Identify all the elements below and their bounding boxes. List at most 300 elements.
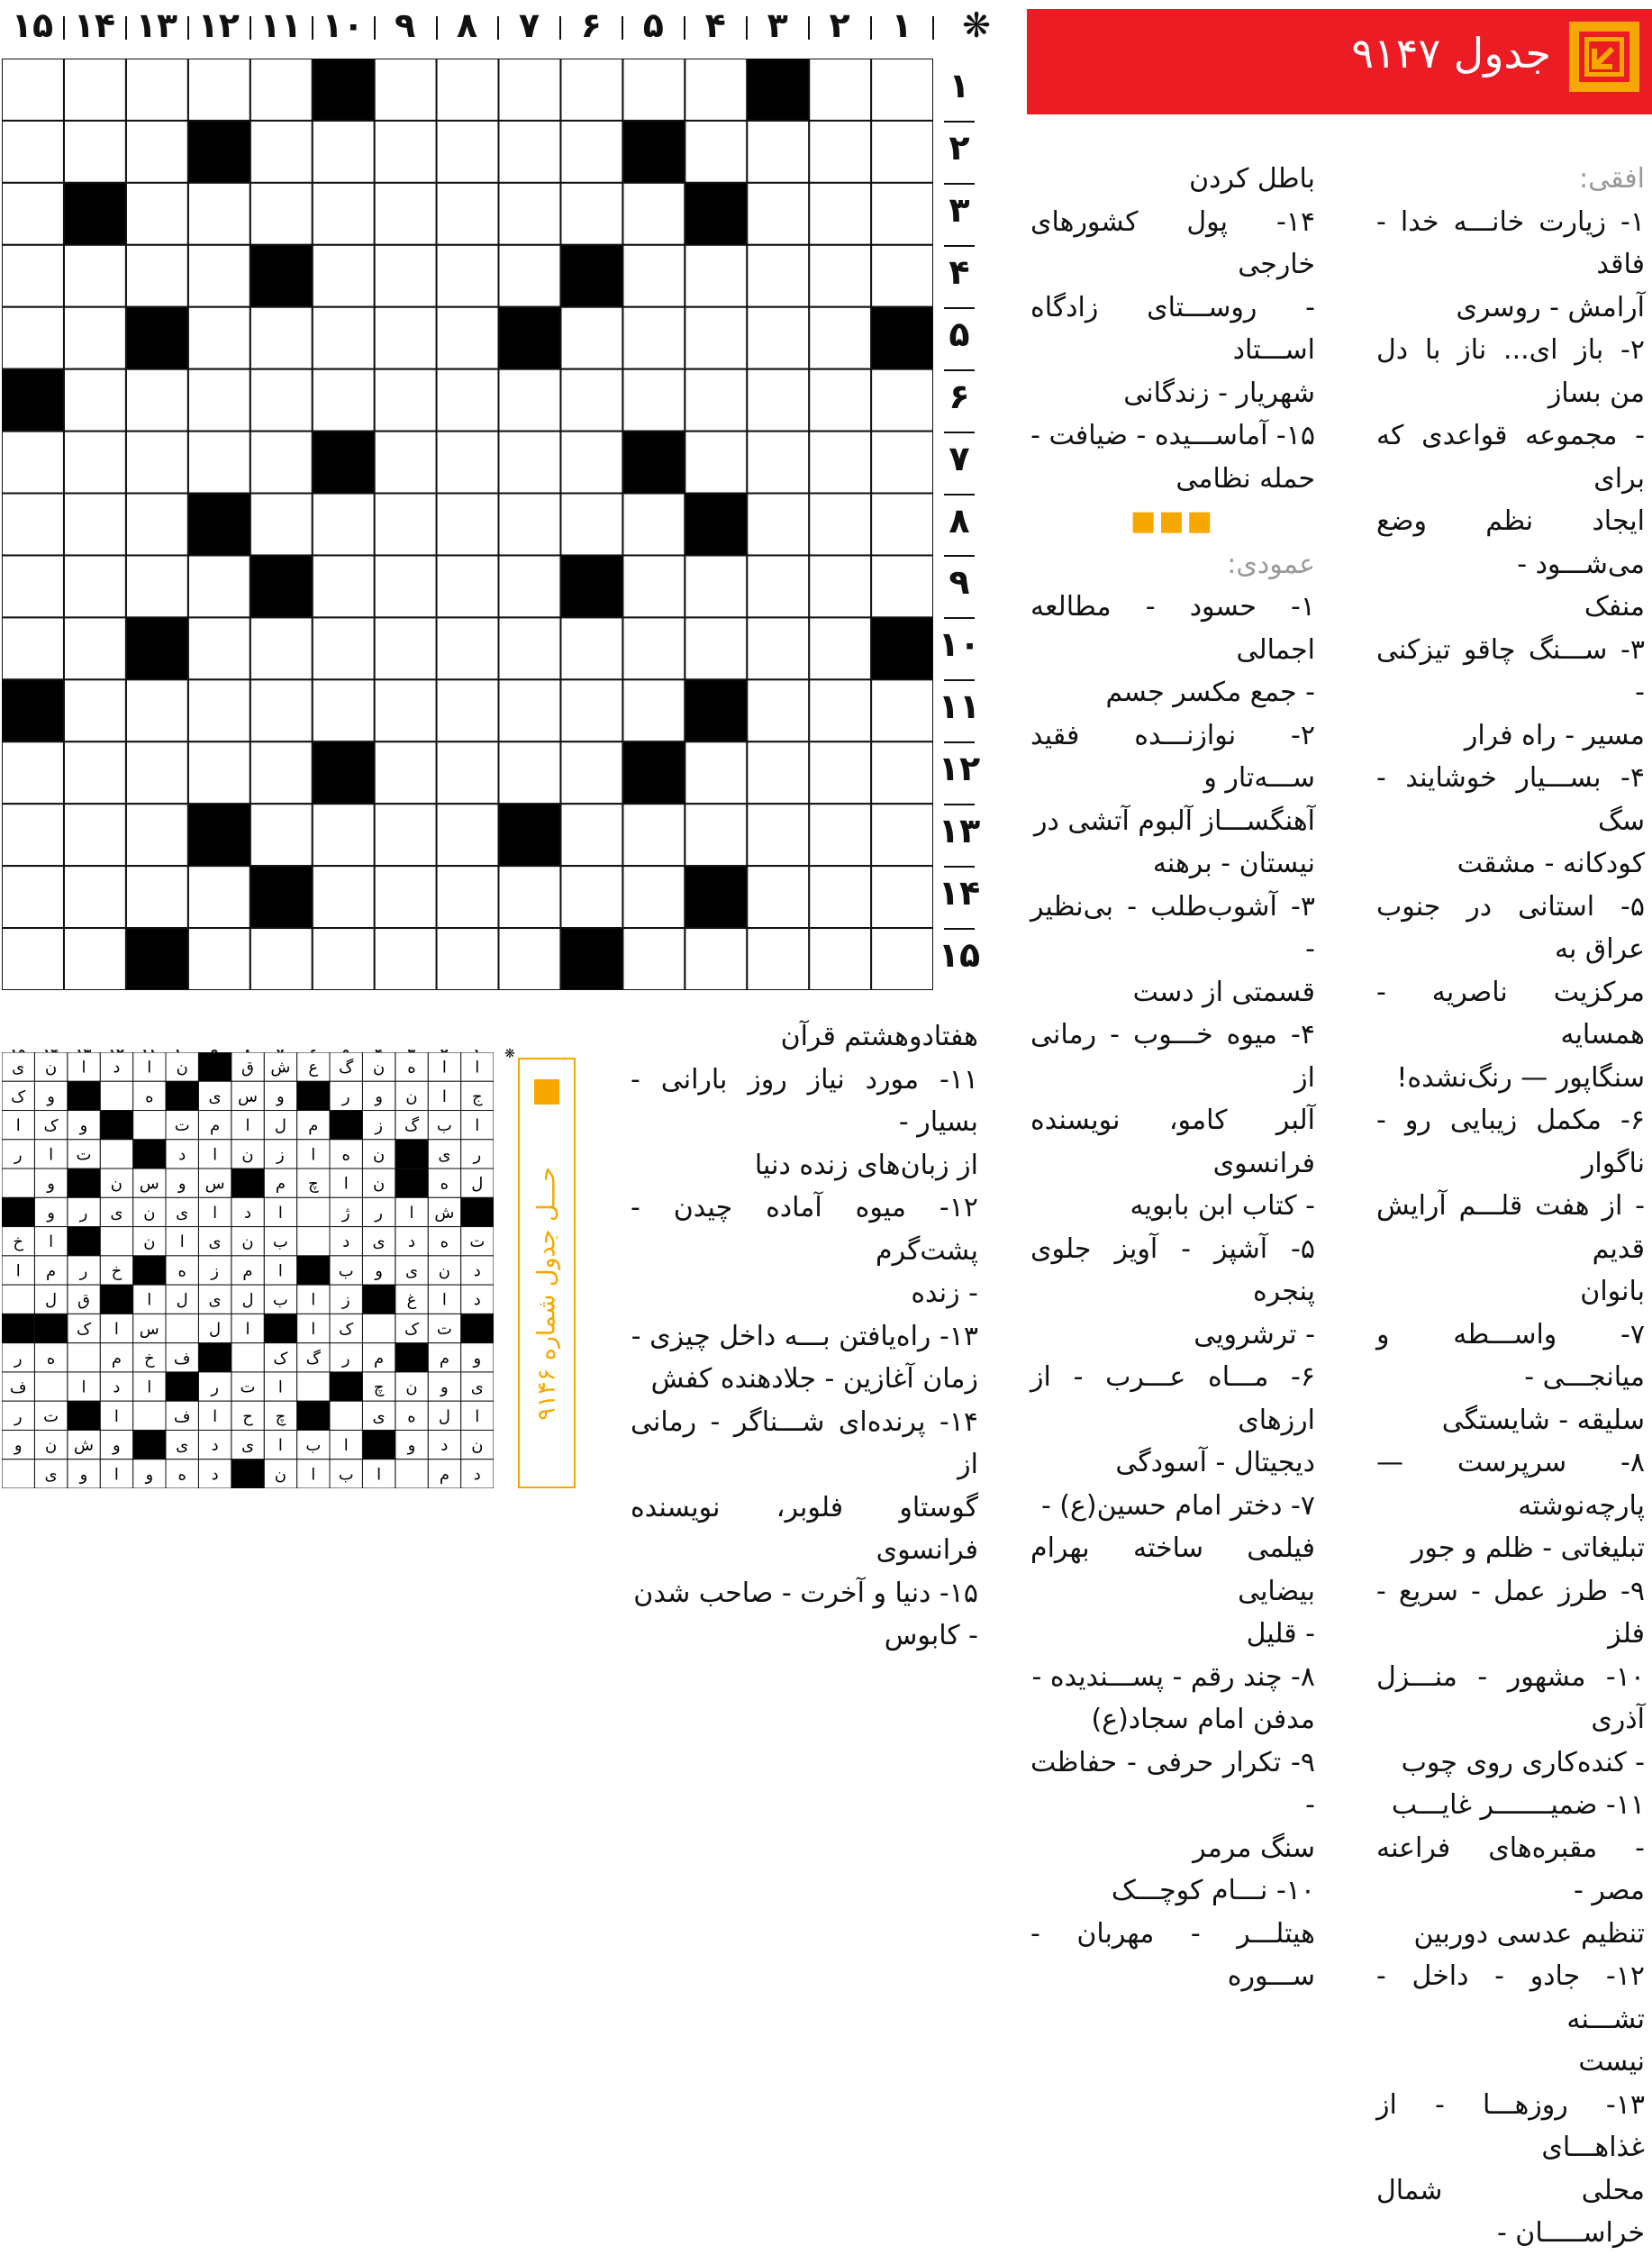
grid-cell[interactable] <box>685 59 747 121</box>
solution-letter: ل <box>209 1319 222 1339</box>
grid-cell[interactable] <box>809 741 871 804</box>
solution-letter: ع <box>308 1058 319 1077</box>
solution-letter: م <box>242 1261 253 1281</box>
grid-cell[interactable] <box>126 741 188 804</box>
grid-cell[interactable] <box>747 183 809 245</box>
grid-cell[interactable] <box>313 369 375 432</box>
grid-cell[interactable] <box>685 741 747 804</box>
column-separator <box>374 16 376 40</box>
solution-cell <box>68 1343 100 1372</box>
solution-black-cell <box>297 1081 330 1110</box>
solution-letter: ت <box>43 1406 59 1426</box>
grid-cell[interactable] <box>685 121 747 183</box>
grid-cell[interactable] <box>375 741 437 804</box>
grid-cell[interactable] <box>437 183 499 245</box>
solution-letter: چ <box>307 1174 319 1194</box>
grid-cell[interactable] <box>622 59 685 121</box>
clue-line: ۱۵- دنیا و آخرت - صاحب شدن <box>633 1577 978 1609</box>
grid-cell[interactable] <box>498 741 560 804</box>
row-number: ۸ <box>949 500 970 541</box>
grid-cell[interactable] <box>809 432 871 494</box>
row-separator <box>944 928 975 930</box>
clue-line: محلی شمال خراســـــان - <box>1376 2174 1645 2249</box>
grid-cell[interactable] <box>871 555 933 617</box>
grid-cell[interactable] <box>126 555 188 617</box>
solution-letter: ا <box>277 1203 283 1223</box>
grid-cell[interactable] <box>498 679 560 741</box>
grid-cell[interactable] <box>871 866 933 928</box>
solution-letter: ن <box>372 1058 386 1077</box>
grid-cell[interactable] <box>809 369 871 432</box>
grid-cell[interactable] <box>437 369 499 432</box>
grid-cell[interactable] <box>498 555 560 617</box>
grid-cell[interactable] <box>375 617 437 679</box>
grid-cell[interactable] <box>188 307 250 369</box>
grid-cell[interactable] <box>871 679 933 741</box>
solution-black-cell <box>362 1430 395 1459</box>
grid-cell[interactable] <box>437 804 499 866</box>
clue-line: ۱۴- پول کشورهای خارجی <box>1030 205 1315 280</box>
grid-cell[interactable] <box>871 245 933 307</box>
solution-letter: د <box>113 1378 121 1397</box>
column-number: ۱۲ <box>197 5 240 45</box>
grid-cell[interactable] <box>250 369 313 432</box>
solution-letter: د <box>243 1203 252 1223</box>
grid-cell[interactable] <box>809 617 871 679</box>
grid-cell[interactable] <box>126 369 188 432</box>
solution-letter: ا <box>15 1116 21 1136</box>
black-cell <box>685 679 747 741</box>
column-separator <box>870 16 872 40</box>
brand-logo-icon <box>1569 22 1639 92</box>
grid-cell[interactable] <box>2 494 64 556</box>
solution-letter: ه <box>341 1145 350 1165</box>
solution-letter: ا <box>377 1465 382 1485</box>
clue-line: سنگاپور — رنگ‌نشده! <box>1396 1061 1645 1094</box>
grid-cell[interactable] <box>2 183 64 245</box>
grid-cell[interactable] <box>560 121 622 183</box>
grid-cell[interactable] <box>64 432 126 494</box>
grid-cell[interactable] <box>188 245 250 307</box>
clue-line: آرامش - روسری <box>1456 291 1645 323</box>
grid-cell[interactable] <box>2 866 64 928</box>
grid-cell[interactable] <box>313 494 375 556</box>
solution-black-cell <box>2 1314 34 1342</box>
grid-cell[interactable] <box>498 617 560 679</box>
grid-cell[interactable] <box>64 59 126 121</box>
solution-label-box <box>518 1058 576 1488</box>
grid-cell[interactable] <box>437 617 499 679</box>
clues-column-2 <box>1030 158 1315 1998</box>
grid-cell[interactable] <box>809 183 871 245</box>
solution-black-cell <box>198 1052 231 1081</box>
grid-cell[interactable] <box>188 369 250 432</box>
grid-cell[interactable] <box>64 555 126 617</box>
solution-letter: د <box>407 1232 416 1252</box>
grid-cell[interactable] <box>560 679 622 741</box>
column-number: ۷ <box>518 5 540 45</box>
grid-cell[interactable] <box>64 494 126 556</box>
grid-cell[interactable] <box>250 432 313 494</box>
grid-cell[interactable] <box>375 245 437 307</box>
grid-cell[interactable] <box>64 245 126 307</box>
grid-cell[interactable] <box>2 121 64 183</box>
solution-letter: ا <box>15 1261 21 1281</box>
grid-cell[interactable] <box>126 866 188 928</box>
column-separator <box>125 16 127 40</box>
grid-cell[interactable] <box>313 121 375 183</box>
clue-line: - جمع مکسر جسم <box>1105 677 1315 708</box>
grid-cell[interactable] <box>126 245 188 307</box>
solution-letter: ا <box>409 1203 414 1223</box>
grid-cell[interactable] <box>375 432 437 494</box>
grid-cell[interactable] <box>747 866 809 928</box>
black-cell <box>2 679 64 741</box>
grid-cell[interactable] <box>747 928 809 990</box>
solution-letter: غ <box>406 1290 417 1310</box>
grid-cell[interactable] <box>64 307 126 369</box>
grid-cell[interactable] <box>809 307 871 369</box>
solution-letter: ر <box>211 1378 219 1397</box>
grid-cell[interactable] <box>498 928 560 990</box>
solution-letter: ه <box>407 1406 416 1426</box>
row-number: ۳ <box>949 189 970 230</box>
grid-cell[interactable] <box>126 679 188 741</box>
grid-cell[interactable] <box>375 183 437 245</box>
column-number: ۱۴ <box>73 5 116 45</box>
grid-cell[interactable] <box>64 866 126 928</box>
grid-cell[interactable] <box>622 804 685 866</box>
grid-cell[interactable] <box>747 494 809 556</box>
solution-letter: ر <box>79 1203 88 1223</box>
grid-cell[interactable] <box>747 804 809 866</box>
grid-cell[interactable] <box>2 555 64 617</box>
grid-cell[interactable] <box>685 307 747 369</box>
row-number: ۱۰ <box>938 624 981 665</box>
grid-cell[interactable] <box>437 928 499 990</box>
grid-cell[interactable] <box>871 432 933 494</box>
grid-cell[interactable] <box>560 804 622 866</box>
column-number: ۱۱ <box>259 5 302 45</box>
grid-cell[interactable] <box>498 432 560 494</box>
grid-cell[interactable] <box>809 804 871 866</box>
grid-cell[interactable] <box>498 866 560 928</box>
solution-letter: چ <box>275 1406 286 1426</box>
clue-line: - از هفت قلـــم آرایش قدیم <box>1376 1190 1645 1265</box>
grid-cell[interactable] <box>437 555 499 617</box>
column-number: ۹ <box>394 5 416 45</box>
grid-cell[interactable] <box>64 928 126 990</box>
grid-cell[interactable] <box>685 555 747 617</box>
solution-letter: ن <box>143 1203 156 1223</box>
grid-cell[interactable] <box>250 679 313 741</box>
grid-cell[interactable] <box>560 494 622 556</box>
grid-cell[interactable] <box>313 245 375 307</box>
grid-cell[interactable] <box>747 679 809 741</box>
grid-cell[interactable] <box>126 804 188 866</box>
grid-cell[interactable] <box>437 307 499 369</box>
grid-cell[interactable] <box>375 59 437 121</box>
grid-cell[interactable] <box>871 121 933 183</box>
grid-cell[interactable] <box>375 679 437 741</box>
clue-line: ۱- زیارت خانـــه خدا - فاقد <box>1376 205 1645 280</box>
grid-cell[interactable] <box>685 369 747 432</box>
grid-cell[interactable] <box>622 555 685 617</box>
solution-black-cell <box>231 1168 264 1197</box>
grid-cell[interactable] <box>871 183 933 245</box>
grid-cell[interactable] <box>313 804 375 866</box>
solution-letter: خ <box>13 1232 24 1252</box>
grid-cell[interactable] <box>313 679 375 741</box>
grid-cell[interactable] <box>250 804 313 866</box>
column-number: ۱ <box>891 5 912 45</box>
grid-cell[interactable] <box>313 866 375 928</box>
solution-letter: ا <box>245 1116 250 1136</box>
solution-letter: ت <box>240 1378 256 1397</box>
solution-letter: ن <box>274 1465 287 1485</box>
grid-cell[interactable] <box>809 59 871 121</box>
grid-cell[interactable] <box>188 617 250 679</box>
grid-cell[interactable] <box>622 369 685 432</box>
grid-cell[interactable] <box>2 307 64 369</box>
grid-cell[interactable] <box>313 617 375 679</box>
grid-cell[interactable] <box>64 121 126 183</box>
grid-cell[interactable] <box>747 555 809 617</box>
grid-cell[interactable] <box>809 928 871 990</box>
grid-cell[interactable] <box>498 369 560 432</box>
grid-cell[interactable] <box>437 494 499 556</box>
solution-black-cell <box>395 1168 428 1197</box>
grid-cell[interactable] <box>188 928 250 990</box>
grid-cell[interactable] <box>188 432 250 494</box>
grid-cell[interactable] <box>437 741 499 804</box>
clue-line: ۷- واســـطه و میانجـــی - <box>1376 1318 1645 1393</box>
grid-cell[interactable] <box>622 183 685 245</box>
grid-cell[interactable] <box>375 494 437 556</box>
grid-cell[interactable] <box>747 432 809 494</box>
solution-letter: ا <box>311 1319 316 1339</box>
black-cell <box>622 741 685 804</box>
solution-letter: ر <box>375 1203 383 1223</box>
grid-cell[interactable] <box>622 617 685 679</box>
grid-cell[interactable] <box>313 307 375 369</box>
solution-letter: ل <box>241 1290 254 1310</box>
grid-cell[interactable] <box>250 741 313 804</box>
grid-cell[interactable] <box>2 432 64 494</box>
grid-cell[interactable] <box>747 245 809 307</box>
grid-cell[interactable] <box>250 928 313 990</box>
clue-line: ۱۳- روزهـــا - از غذاهـــای <box>1376 2088 1645 2163</box>
solution-letter: ا <box>213 1203 218 1223</box>
grid-cell[interactable] <box>560 866 622 928</box>
grid-cell[interactable] <box>250 494 313 556</box>
row-separator <box>944 121 975 123</box>
column-separator <box>63 16 65 40</box>
grid-cell[interactable] <box>560 617 622 679</box>
clue-line: تبلیغاتی - ظلم و جور <box>1411 1532 1645 1564</box>
grid-cell[interactable] <box>64 741 126 804</box>
grid-cell[interactable] <box>498 245 560 307</box>
grid-cell[interactable] <box>809 679 871 741</box>
corner-symbol: ❋ <box>962 5 991 45</box>
solution-letter: ا <box>277 1436 283 1456</box>
grid-cell[interactable] <box>809 555 871 617</box>
brand-logo-small-icon <box>534 1079 559 1105</box>
grid-cell[interactable] <box>437 432 499 494</box>
grid-cell[interactable] <box>747 617 809 679</box>
clue-line: - قلیل <box>1246 1618 1315 1650</box>
grid-cell[interactable] <box>250 617 313 679</box>
grid-cell[interactable] <box>2 804 64 866</box>
grid-cell[interactable] <box>498 183 560 245</box>
grid-cell[interactable] <box>560 369 622 432</box>
grid-cell[interactable] <box>685 245 747 307</box>
row-number: ۴ <box>949 251 970 292</box>
clue-line: حمله نظامی <box>1175 462 1315 495</box>
row-separator <box>944 866 975 868</box>
grid-cell[interactable] <box>375 804 437 866</box>
grid-cell[interactable] <box>809 245 871 307</box>
solution-letter: م <box>374 1349 385 1368</box>
grid-cell[interactable] <box>622 866 685 928</box>
solution-black-cell <box>362 1285 395 1314</box>
grid-cell[interactable] <box>2 928 64 990</box>
grid-cell[interactable] <box>809 494 871 556</box>
clue-line: ۱۱- مورد نیاز روز بارانی - بسیار - <box>631 1063 978 1138</box>
grid-cell[interactable] <box>437 121 499 183</box>
solution-black-cell <box>461 1314 494 1342</box>
grid-cell[interactable] <box>622 928 685 990</box>
grid-cell[interactable] <box>685 928 747 990</box>
grid-cell[interactable] <box>250 183 313 245</box>
grid-cell[interactable] <box>188 741 250 804</box>
grid-cell[interactable] <box>871 59 933 121</box>
solution-letter: ژ <box>341 1203 350 1223</box>
grid-cell[interactable] <box>560 307 622 369</box>
grid-cell[interactable] <box>126 432 188 494</box>
grid-cell[interactable] <box>560 741 622 804</box>
grid-cell[interactable] <box>64 369 126 432</box>
grid-cell[interactable] <box>188 679 250 741</box>
grid-cell[interactable] <box>685 432 747 494</box>
grid-cell[interactable] <box>126 183 188 245</box>
row-number: ۹ <box>949 562 970 603</box>
grid-cell[interactable] <box>2 617 64 679</box>
horizontal-heading: افقی: <box>1579 163 1645 195</box>
grid-cell[interactable] <box>188 555 250 617</box>
grid-cell[interactable] <box>375 307 437 369</box>
grid-cell[interactable] <box>622 494 685 556</box>
grid-cell[interactable] <box>250 121 313 183</box>
column-separator <box>622 16 623 40</box>
grid-cell[interactable] <box>375 121 437 183</box>
grid-cell[interactable] <box>622 679 685 741</box>
crossword-grid[interactable] <box>2 59 933 990</box>
grid-cell[interactable] <box>871 369 933 432</box>
grid-cell[interactable] <box>437 679 499 741</box>
grid-cell[interactable] <box>560 432 622 494</box>
solution-letter: ی <box>470 1378 484 1397</box>
grid-cell[interactable] <box>375 555 437 617</box>
clue-line: - مقبره‌های فراعنه مصر - <box>1376 1832 1645 1906</box>
grid-cell[interactable] <box>375 866 437 928</box>
grid-cell[interactable] <box>747 307 809 369</box>
grid-cell[interactable] <box>747 121 809 183</box>
grid-cell[interactable] <box>375 928 437 990</box>
grid-cell[interactable] <box>2 245 64 307</box>
row-separator <box>944 183 975 185</box>
grid-cell[interactable] <box>250 307 313 369</box>
solution-letter: ی <box>110 1203 123 1223</box>
grid-cell[interactable] <box>560 59 622 121</box>
grid-cell[interactable] <box>126 121 188 183</box>
solution-cell <box>34 1372 67 1401</box>
grid-cell[interactable] <box>375 369 437 432</box>
grid-cell[interactable] <box>809 866 871 928</box>
grid-cell[interactable] <box>622 307 685 369</box>
grid-cell[interactable] <box>871 494 933 556</box>
clue-line: - ترشرویی <box>1194 1318 1315 1350</box>
grid-cell[interactable] <box>809 121 871 183</box>
grid-cell[interactable] <box>622 245 685 307</box>
row-separator <box>944 432 975 433</box>
grid-cell[interactable] <box>437 245 499 307</box>
grid-cell[interactable] <box>560 183 622 245</box>
grid-cell[interactable] <box>188 183 250 245</box>
solution-black-cell <box>461 1197 494 1226</box>
grid-cell[interactable] <box>685 804 747 866</box>
grid-cell[interactable] <box>498 121 560 183</box>
solution-letter: ا <box>343 1174 349 1194</box>
grid-cell[interactable] <box>747 369 809 432</box>
solution-letter: ب <box>338 1465 354 1485</box>
clue-line: ۵- استانی در جنوب عراق به <box>1376 890 1645 965</box>
grid-cell[interactable] <box>313 928 375 990</box>
grid-cell[interactable] <box>64 617 126 679</box>
grid-cell[interactable] <box>2 741 64 804</box>
grid-cell[interactable] <box>250 59 313 121</box>
clue-line: - کتاب ابن بابویه <box>1130 1190 1315 1222</box>
column-separator <box>932 16 934 40</box>
grid-cell[interactable] <box>64 804 126 866</box>
solution-letter: ی <box>241 1436 255 1456</box>
grid-cell[interactable] <box>2 59 64 121</box>
grid-cell[interactable] <box>437 59 499 121</box>
grid-cell[interactable] <box>747 741 809 804</box>
grid-cell[interactable] <box>64 679 126 741</box>
grid-cell[interactable] <box>685 617 747 679</box>
grid-cell[interactable] <box>498 59 560 121</box>
grid-cell[interactable] <box>126 59 188 121</box>
grid-cell[interactable] <box>126 494 188 556</box>
grid-cell[interactable] <box>188 59 250 121</box>
solution-letter: ف <box>173 1406 191 1426</box>
grid-cell[interactable] <box>313 555 375 617</box>
clue-line: ۲- نوازنـــده فقید ســـه‌تار و <box>1030 719 1315 794</box>
column-separator <box>808 16 810 40</box>
solution-letter: س <box>139 1319 159 1339</box>
grid-cell[interactable] <box>188 866 250 928</box>
solution-letter: ک <box>11 1087 26 1106</box>
solution-letter: ب <box>305 1436 322 1456</box>
grid-cell[interactable] <box>871 804 933 866</box>
solution-letter: ش <box>74 1436 94 1456</box>
grid-cell[interactable] <box>871 741 933 804</box>
grid-cell[interactable] <box>437 866 499 928</box>
grid-cell[interactable] <box>871 928 933 990</box>
grid-cell[interactable] <box>498 494 560 556</box>
grid-cell[interactable] <box>313 183 375 245</box>
